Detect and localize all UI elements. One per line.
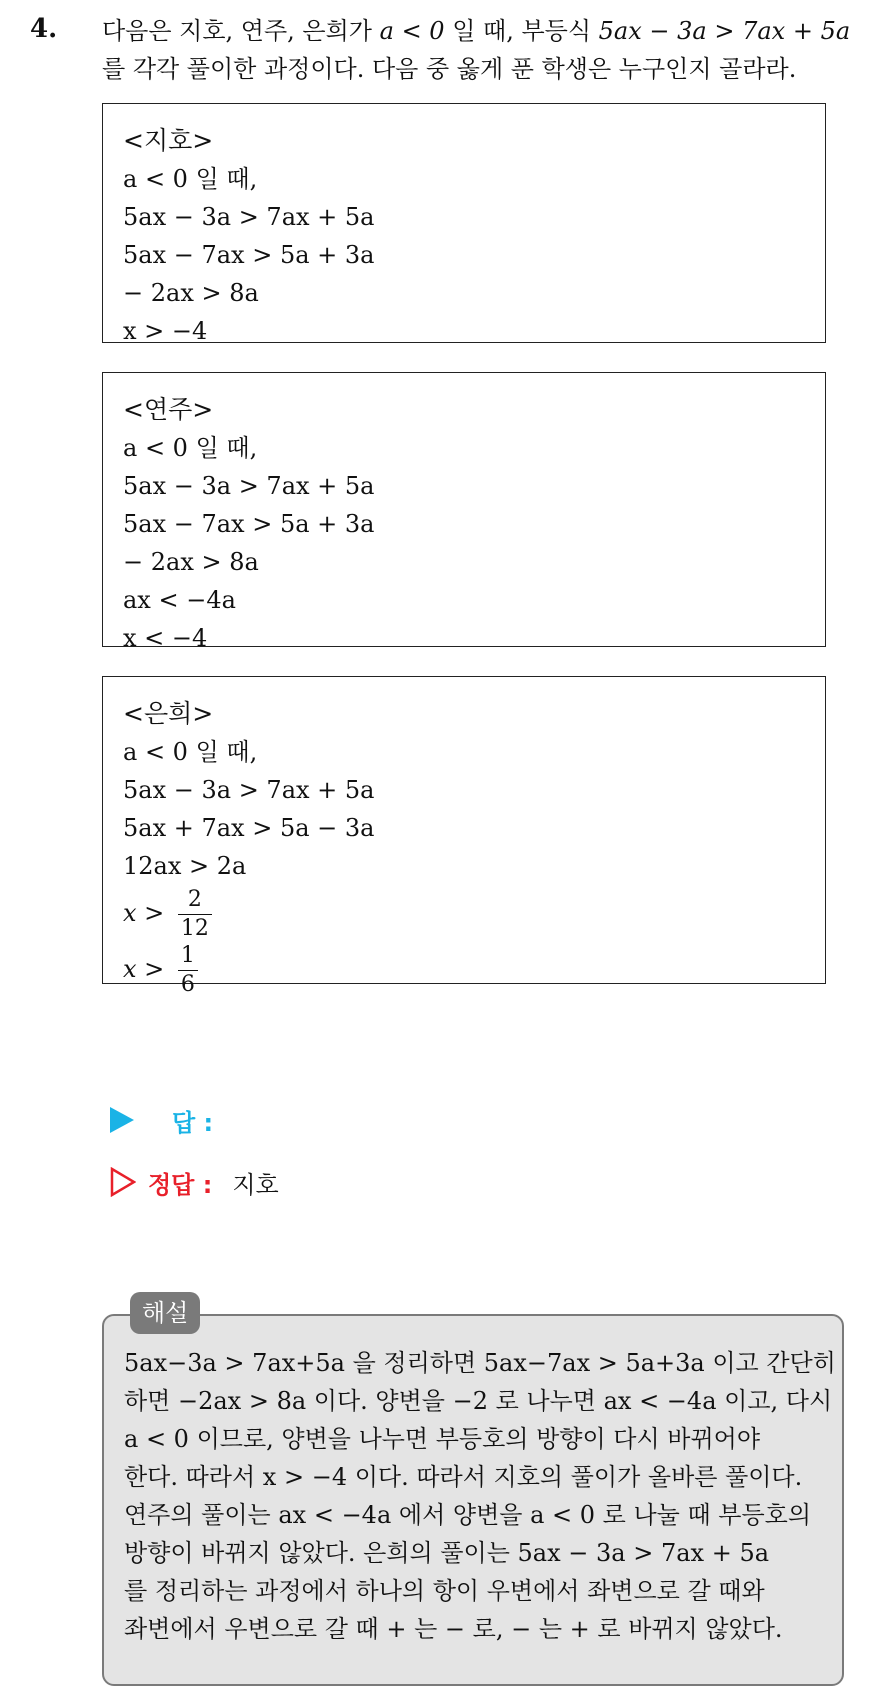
box-row: 5ax − 7ax > 5a + 3a <box>123 241 375 269</box>
question-math-inequality: 5ax − 3a > 7ax + 5a <box>598 17 851 45</box>
solution-box-yeonju <box>102 372 826 652</box>
box-fraction-row <box>123 941 825 997</box>
box-row: a < 0 일 때, <box>123 434 258 462</box>
question-number: 4. <box>30 14 58 44</box>
question-text-part: 일 때, 부등식 <box>444 17 599 45</box>
box-title: <연주> <box>123 395 214 424</box>
solution-line: 연주의 풀이는 ax < −4a 에서 양변을 a < 0 로 나눌 때 부등호의 <box>124 1501 811 1529</box>
box-title: <지호> <box>123 126 214 155</box>
question-line-2: 를 각각 풀이한 과정이다. 다음 중 옳게 푼 학생은 누구인지 골라라. <box>102 55 797 83</box>
solution-line: 좌변에서 우변으로 갈 때 + 는 − 로, − 는 + 로 바뀌지 않았다. <box>124 1615 783 1643</box>
fraction-prefix: x > <box>123 955 165 983</box>
solution-line: 를 정리하는 과정에서 하나의 항이 우변에서 좌변으로 갈 때와 <box>124 1577 765 1605</box>
correct-answer-label: 정답 : <box>148 1170 213 1199</box>
solution-line: 하면 −2ax > 8a 이다. 양변을 −2 로 나누면 ax < −4a 이고, 다시 <box>124 1387 833 1415</box>
box-row: 12ax > 2a <box>123 852 247 880</box>
solution-box-eunhee <box>102 676 826 997</box>
answer-label: 답 : <box>172 1108 214 1137</box>
fraction-prefix: x > <box>123 899 165 927</box>
question-line-1 <box>102 12 862 50</box>
solution-text <box>124 1344 836 1648</box>
fraction-numerator: 2 <box>187 887 202 912</box>
box-row: a < 0 일 때, <box>123 738 258 766</box>
box-row: ax < −4a <box>123 586 236 614</box>
box-row: x > −4 <box>123 317 208 345</box>
box-row: 5ax − 3a > 7ax + 5a <box>123 776 375 804</box>
box-row: 5ax − 3a > 7ax + 5a <box>123 203 375 231</box>
box-row: x < −4 <box>123 624 208 652</box>
correct-answer-row <box>110 1162 279 1202</box>
question-math-condition: a < 0 <box>379 17 445 45</box>
question-text-part: 다음은 지호, 연주, 은희가 <box>102 17 380 45</box>
fraction <box>178 942 198 999</box>
question-text <box>102 12 862 88</box>
solution-line: 방향이 바뀌지 않았다. 은희의 풀이는 5ax − 3a > 7ax + 5a <box>124 1539 770 1567</box>
fraction <box>178 886 212 943</box>
outline-triangle-icon <box>110 1167 136 1197</box>
box-row: 5ax − 3a > 7ax + 5a <box>123 472 375 500</box>
solution-line: a < 0 이므로, 양변을 나누면 부등호의 방향이 다시 바뀌어야 <box>124 1425 761 1453</box>
correct-answer-value: 지호 <box>232 1170 279 1199</box>
box-row: − 2ax > 8a <box>123 279 259 307</box>
filled-triangle-icon <box>110 1107 134 1133</box>
fraction-denominator: 6 <box>178 970 198 999</box>
box-title: <은희> <box>123 699 214 728</box>
solution-box-jiho <box>102 103 826 343</box>
answer-row <box>110 1102 213 1138</box>
box-fraction-row <box>123 885 825 941</box>
box-row: − 2ax > 8a <box>123 548 259 576</box>
fraction-numerator: 1 <box>180 943 195 968</box>
box-row: 5ax + 7ax > 5a − 3a <box>123 814 375 842</box>
fraction-denominator: 12 <box>178 914 212 943</box>
solution-line: 한다. 따라서 x > −4 이다. 따라서 지호의 풀이가 올바른 풀이다. <box>124 1463 803 1491</box>
solution-tag: 해설 <box>130 1292 200 1334</box>
box-row: 5ax − 7ax > 5a + 3a <box>123 510 375 538</box>
box-row: a < 0 일 때, <box>123 165 258 193</box>
solution-line: 5ax−3a > 7ax+5a 을 정리하면 5ax−7ax > 5a+3a 이고 간단히 <box>124 1349 836 1377</box>
